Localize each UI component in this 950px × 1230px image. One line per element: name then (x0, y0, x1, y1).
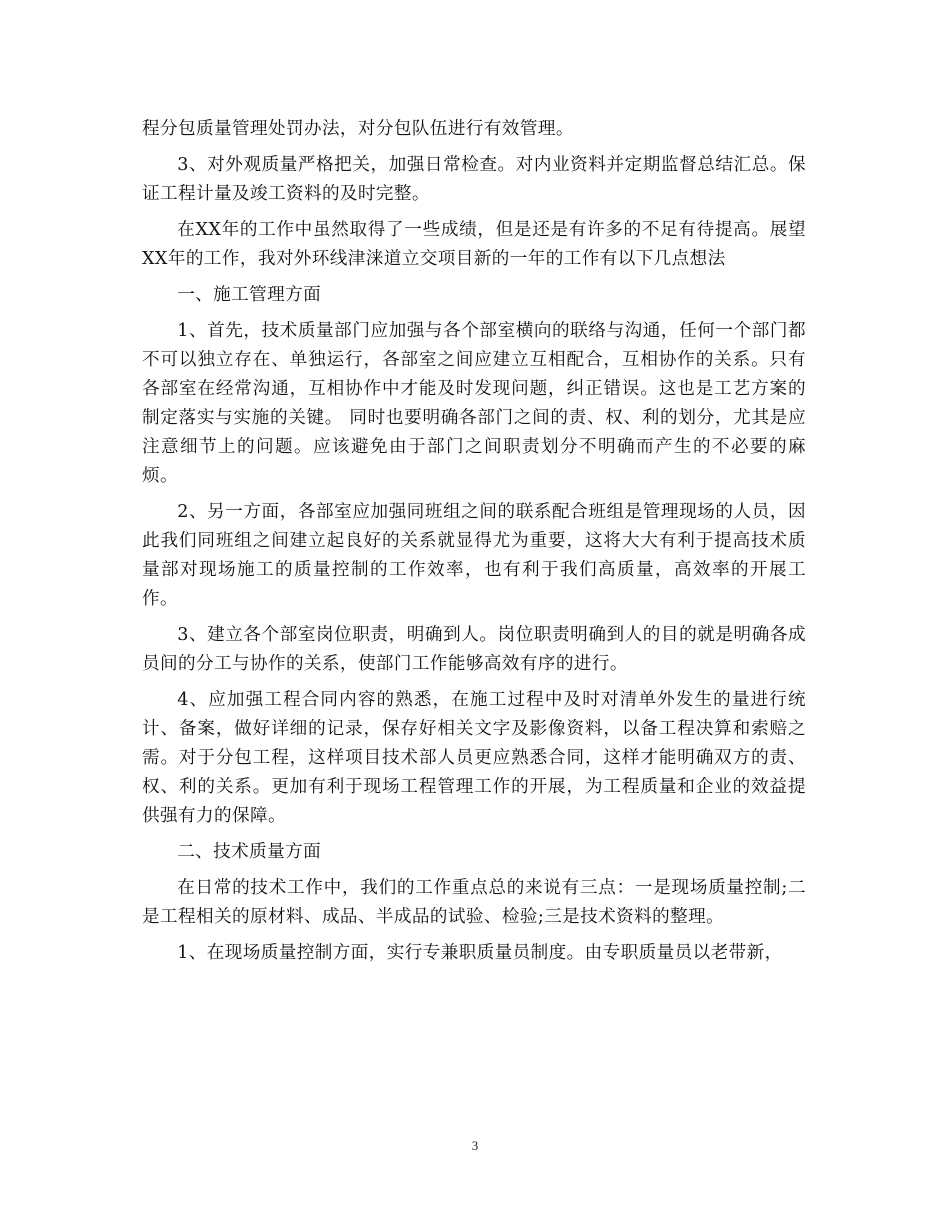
paragraph: 在XX年的工作中虽然取得了一些成绩，但是还是有许多的不足有待提高。展望XX年的工作，我对外环线津涞道立交项目新的一年的工作有以下几点想法 (142, 220, 806, 269)
paragraph: 1、在现场质量控制方面，实行专兼职质量员制度。由专职质量员以老带新， (177, 943, 783, 963)
paragraph: 4、应加强工程合同内容的熟悉，在施工过程中及时对清单外发生的量进行统计、备案，做好详细的记录，保存好相关文字及影像资料，以备工程决算和索赔之需。对于分包工程，这样项目技术部人员更应熟悉合同，这样才能明确双方的责、权、利的关系。更加有利于现场工程管理工作的开展，为工程质量和企业的效益提供强有力的保障。 (142, 690, 806, 826)
paragraph: 1、首先，技术质量部门应加强与各个部室横向的联络与沟通，任何一个部门都不可以独立存在、单独运行，各部室之间应建立互相配合，互相协作的关系。只有各部室在经常沟通，互相协作中才能及时发现问题，纠正错误。这也是工艺方案的制定落实与实施的关键。 同时也要明确各部门之间的责、权、利的划分，尤其是应注意细节上的问题。应该避免由于部门之间职责划分不明确而产生的不必要的麻烦。 (142, 321, 806, 486)
document-body (142, 115, 806, 975)
paragraph: 在日常的技术工作中，我们的工作重点总的来说有三点：一是现场质量控制;二是工程相关的原材料、成品、半成品的试验、检验;三是技术资料的整理。 (142, 878, 806, 927)
paragraph: 3、对外观质量严格把关，加强日常检查。对内业资料并定期监督总结汇总。保证工程计量及竣工资料的及时完整。 (142, 155, 806, 204)
section-heading: 一、施工管理方面 (177, 285, 322, 305)
section-heading: 二、技术质量方面 (177, 842, 322, 862)
paragraph: 2、另一方面，各部室应加强同班组之间的联系配合班组是管理现场的人员，因此我们同班组之间建立起良好的关系就显得尤为重要，这将大大有利于提高技术质量部对现场施工的质量控制的工作效率，也有利于我们高质量，高效率的开展工作。 (142, 502, 806, 609)
paragraph: 3、建立各个部室岗位职责，明确到人。岗位职责明确到人的目的就是明确各成员间的分工与协作的关系，使部门工作能够高效有序的进行。 (142, 625, 806, 674)
paragraph: 程分包质量管理处罚办法，对分包队伍进行有效管理。 (142, 119, 574, 139)
page-number: 3 (471, 1138, 479, 1153)
